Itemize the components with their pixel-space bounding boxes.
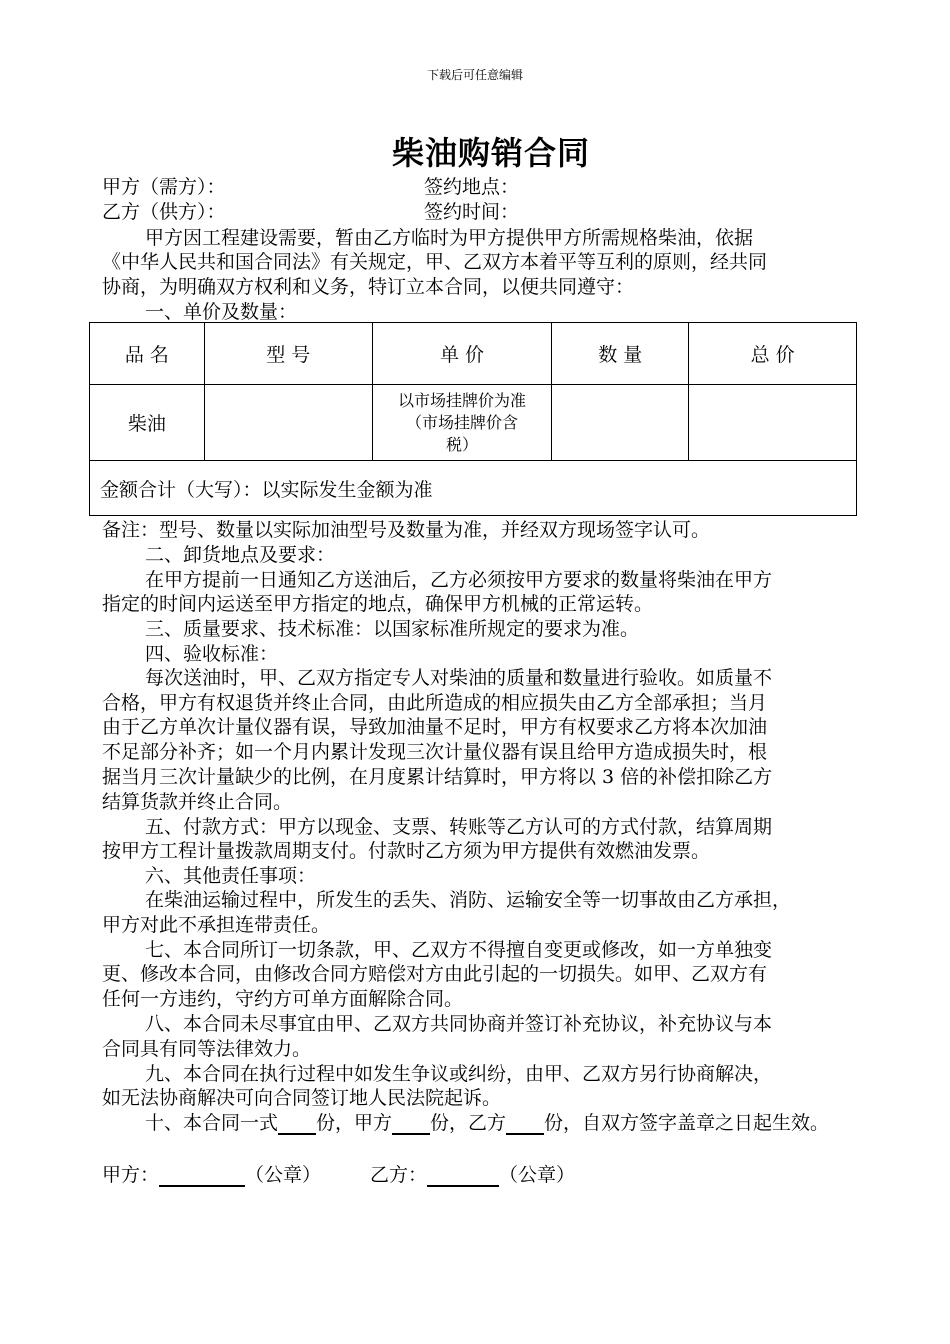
header-cell: 品 名 bbox=[90, 323, 205, 385]
intro-line: 协商，为明确双方权利和义务，特订立本合同，以便共同遵守： bbox=[102, 276, 635, 298]
section-7-line: 任何一方违约，守约方可单方面解除合同。 bbox=[102, 988, 464, 1010]
signature-a-blank bbox=[159, 1165, 245, 1187]
total-price-cell bbox=[689, 385, 857, 461]
intro-line: 《中华人民共和国合同法》有关规定，甲、乙双方本着平等互利的原则，经共同 bbox=[102, 251, 768, 273]
document-title: 柴油购销合同 bbox=[391, 134, 590, 172]
table-header-row bbox=[90, 323, 857, 385]
section-4-heading: 四、验收标准： bbox=[145, 643, 279, 665]
section-10 bbox=[145, 1111, 829, 1135]
section-9-line: 如无法协商解决可向合同签订地人民法院起诉。 bbox=[102, 1087, 502, 1109]
section-4-line: 合格，甲方有权退货并终止合同，由此所造成的相应损失由乙方全部承担；当月 bbox=[102, 692, 768, 714]
sign-time-label: 签约时间： bbox=[424, 201, 520, 223]
section-8-line: 合同具有同等法律效力。 bbox=[102, 1038, 312, 1060]
section-7-line: 更、修改本合同，由修改合同方赔偿对方由此引起的一切损失。如甲、乙双方有 bbox=[102, 963, 768, 985]
section-4-line: 每次送油时，甲、乙双方指定专人对柴油的质量和数量进行验收。如质量不 bbox=[145, 667, 773, 689]
section-2-line: 在甲方提前一日通知乙方送油后，乙方必须按甲方要求的数量将柴油在甲方 bbox=[145, 569, 773, 591]
signature-b-seal: （公章） bbox=[499, 1164, 576, 1186]
table-row bbox=[90, 385, 857, 461]
section-4-line: 由于乙方单次计量仪器有误，导致加油量不足时，甲方有权要求乙方将本次加油 bbox=[102, 716, 768, 738]
section-10-text: 份，甲方 bbox=[316, 1112, 393, 1134]
header-cell: 总 价 bbox=[689, 323, 857, 385]
section-6-line: 在柴油运输过程中，所发生的丢失、消防、运输安全等一切事故由乙方承担， bbox=[145, 889, 792, 911]
intro-line: 甲方因工程建设需要，暂由乙方临时为甲方提供甲方所需规格柴油，依据 bbox=[145, 227, 754, 249]
price-table bbox=[89, 322, 857, 516]
remark: 备注：型号、数量以实际加油型号及数量为准，并经双方现场签字认可。 bbox=[102, 519, 711, 541]
section-10-text: 份，自双方签字盖章之日起生效。 bbox=[544, 1112, 830, 1134]
signature-a-label: 甲方： bbox=[102, 1164, 160, 1186]
unit-price-line: （市场挂牌价含 bbox=[405, 412, 518, 432]
section-4-line: 不足部分补齐；如一个月内累计发现三次计量仪器有误且给甲方造成损失时，根 bbox=[102, 741, 768, 763]
amount-total-cell: 金额合计（大写）：以实际发生金额为准 bbox=[90, 461, 857, 516]
section-9-line: 九、本合同在执行过程中如发生争议或纠纷，由甲、乙双方另行协商解决， bbox=[145, 1063, 773, 1085]
section-3: 三、质量要求、技术标准：以国家标准所规定的要求为准。 bbox=[145, 618, 640, 640]
section-5-line: 五、付款方式：甲方以现金、支票、转账等乙方认可的方式付款，结算周期 bbox=[145, 816, 773, 838]
model-cell bbox=[204, 385, 372, 461]
section-2-line: 指定的时间内运送至甲方指定的地点，确保甲方机械的正常运转。 bbox=[102, 593, 654, 615]
copies-b-blank bbox=[506, 1113, 544, 1135]
section-4-line: 结算货款并终止合同。 bbox=[102, 791, 293, 813]
party-b-label: 乙方（供方）： bbox=[102, 201, 226, 223]
section-8-line: 八、本合同未尽事宜由甲、乙双方共同协商并签订补充协议，补充协议与本 bbox=[145, 1013, 773, 1035]
section-10-text: 份，乙方 bbox=[430, 1112, 507, 1134]
header-cell: 型 号 bbox=[204, 323, 372, 385]
table-sum-row bbox=[90, 461, 857, 516]
section-10-text: 十、本合同一式 bbox=[145, 1112, 279, 1134]
signature-a-seal: （公章） bbox=[245, 1164, 322, 1186]
page-header: 下载后可任意编辑 bbox=[426, 68, 523, 82]
signature-party-a bbox=[102, 1163, 321, 1187]
signature-party-b bbox=[370, 1163, 575, 1187]
section-6-heading: 六、其他责任事项： bbox=[145, 865, 317, 887]
product-name-cell: 柴油 bbox=[90, 385, 205, 461]
section-5-line: 按甲方工程计量拨款周期支付。付款时乙方须为甲方提供有效燃油发票。 bbox=[102, 840, 711, 862]
unit-price-line: 以市场挂牌价为准 bbox=[397, 390, 526, 410]
header-cell: 数 量 bbox=[552, 323, 689, 385]
unit-price-cell bbox=[372, 385, 552, 461]
section-6-line: 甲方对此不承担连带责任。 bbox=[102, 914, 331, 936]
header-cell: 单 价 bbox=[372, 323, 552, 385]
unit-price-line: 税） bbox=[445, 434, 478, 454]
sign-place-label: 签约地点： bbox=[424, 176, 520, 198]
copies-a-blank bbox=[392, 1113, 430, 1135]
party-a-label: 甲方（需方）： bbox=[102, 176, 226, 198]
signature-b-blank bbox=[427, 1165, 499, 1187]
quantity-cell bbox=[552, 385, 689, 461]
section-7-line: 七、本合同所订一切条款，甲、乙双方不得擅自变更或修改，如一方单独变 bbox=[145, 939, 773, 961]
signature-b-label: 乙方： bbox=[370, 1164, 428, 1186]
section-2-heading: 二、卸货地点及要求： bbox=[145, 544, 336, 566]
copies-total-blank bbox=[278, 1113, 316, 1135]
section-4-line: 据当月三次计量缺少的比例，在月度累计结算时，甲方将以 3 倍的补偿扣除乙方 bbox=[102, 766, 773, 788]
section-1-heading: 一、单价及数量： bbox=[145, 301, 298, 323]
